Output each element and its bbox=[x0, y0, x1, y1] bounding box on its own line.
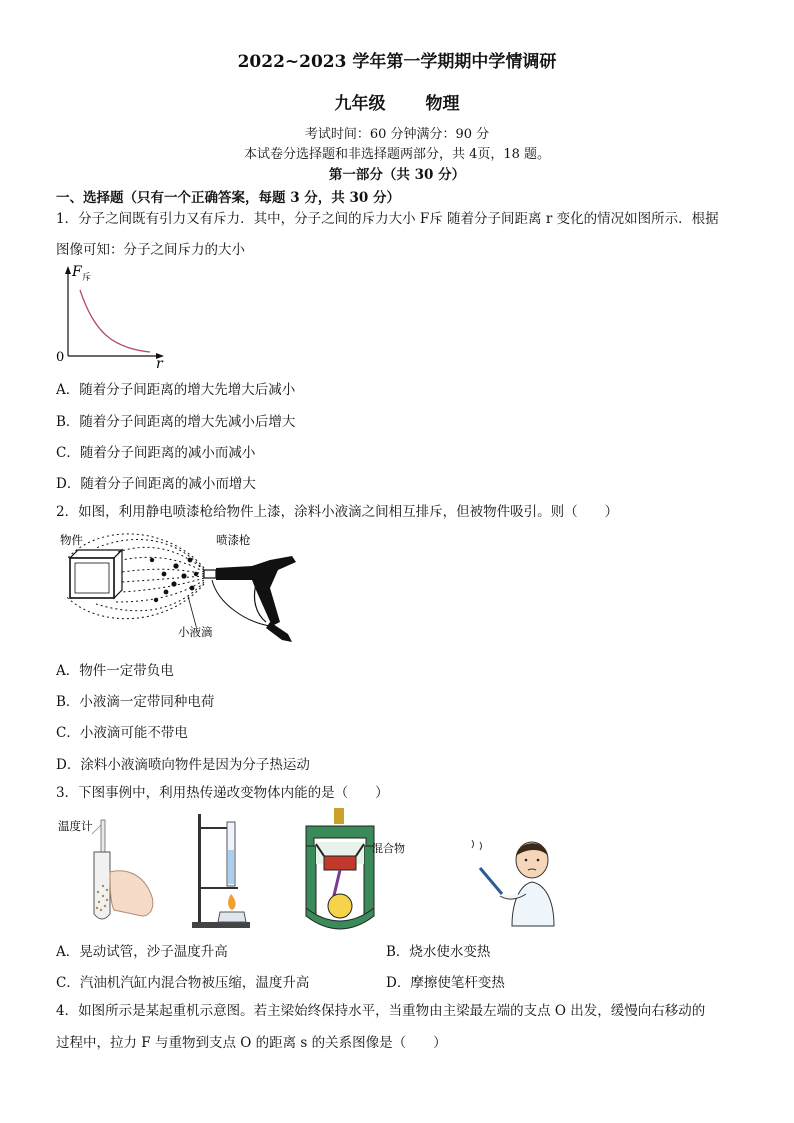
body-icon bbox=[512, 882, 554, 926]
q3-figure-d bbox=[466, 838, 556, 928]
exam-subtitle bbox=[0, 89, 794, 114]
q3-stem: 3．下图事例中，利用热传递改变物体内能的是（ ） bbox=[56, 785, 389, 801]
q2-stem: 2．如图，利用静电喷漆枪给物件上漆，涂料小液滴之间相互排斥，但被物件吸引。则（ ） bbox=[56, 504, 619, 520]
q1-option-c[interactable]: C．随着分子间距离的减小而减小 bbox=[56, 445, 256, 461]
spray-gun bbox=[204, 556, 296, 642]
pen-icon bbox=[480, 868, 502, 894]
q1-y-arrow bbox=[65, 266, 71, 274]
stand-rod bbox=[198, 814, 201, 924]
q4-stem-line1: 4．如图所示是某起重机示意图。若主梁始终保持水平，当重物由主梁最左端的支点 O 出发，缓慢向右移动的 bbox=[56, 1003, 706, 1019]
exam-title: 2022~2023 学年第一学期期中学情调研 bbox=[237, 52, 557, 72]
section-title: 一、选择题（只有一个正确答案，每题 3 分，共 30 分） bbox=[56, 190, 400, 206]
label-object: 物件 bbox=[60, 533, 83, 547]
part-title: 第一部分（共 30 分） bbox=[328, 167, 466, 183]
q3-option-b[interactable]: B．烧水使水变热 bbox=[386, 944, 491, 960]
q1-y-sub: 斥 bbox=[82, 273, 92, 283]
stand-base bbox=[192, 922, 250, 928]
piston-icon bbox=[324, 856, 356, 870]
paper-info: 本试卷分选择题和非选择题两部分，共 4页，18 题。 bbox=[243, 147, 551, 162]
q1-y-label: F bbox=[72, 264, 82, 280]
q2-option-a[interactable]: A．物件一定带负电 bbox=[56, 663, 174, 679]
hand-icon bbox=[110, 871, 153, 916]
object-box bbox=[70, 550, 122, 598]
flame-icon bbox=[228, 894, 236, 910]
q2-option-d[interactable]: D．涂料小液滴喷向物件是因为分子热运动 bbox=[56, 757, 310, 773]
spark-plug-icon bbox=[334, 808, 344, 824]
water-fill bbox=[228, 850, 234, 884]
q3-figure-b bbox=[188, 808, 254, 932]
q2-option-c[interactable]: C．小液滴可能不带电 bbox=[56, 725, 188, 741]
q3-option-c[interactable]: C．汽油机汽缸内混合物被压缩，温度升高 bbox=[56, 975, 310, 991]
label-thermometer: 温度计 bbox=[58, 819, 93, 833]
q3-figure-a bbox=[56, 812, 160, 930]
q3-option-a[interactable]: A．晃动试管，沙子温度升高 bbox=[56, 944, 228, 960]
q1-option-b[interactable]: B．随着分子间距离的增大先减小后增大 bbox=[56, 414, 296, 430]
q1-option-a[interactable]: A．随着分子间距离的增大先增大后减小 bbox=[56, 382, 296, 398]
q1-x-label: r bbox=[156, 356, 163, 370]
time-info: 考试时间：60 分钟满分：90 分 bbox=[304, 127, 490, 142]
q3-option-d[interactable]: D．摩擦使笔杆变热 bbox=[386, 975, 505, 991]
q4-stem-line2: 过程中，拉力 F 与重物到支点 O 的距离 s 的关系图像是（ ） bbox=[56, 1035, 447, 1051]
q1-curve bbox=[80, 290, 150, 352]
q3-figure-c bbox=[300, 808, 410, 932]
label-gun: 喷漆枪 bbox=[216, 533, 251, 547]
q1-graph bbox=[54, 262, 174, 370]
drops-pointer bbox=[188, 596, 196, 626]
q2-figure bbox=[56, 530, 316, 648]
q1-origin: 0 bbox=[56, 350, 65, 365]
subject-label: 物理 bbox=[425, 94, 460, 114]
q1-stem-line1: 1．分子之间既有引力又有斥力．其中，分子之间的斥力大小 F斥 随着分子间距离 r 变化的情况如图所示．根据 bbox=[56, 211, 719, 227]
crankshaft-icon bbox=[328, 894, 352, 918]
burner-icon bbox=[218, 912, 246, 922]
droplets bbox=[150, 558, 198, 603]
q1-option-d[interactable]: D．随着分子间距离的减小而增大 bbox=[56, 476, 256, 492]
q1-stem-line2: 图像可知：分子之间斥力的大小 bbox=[56, 242, 245, 258]
grade-label: 九年级 bbox=[334, 94, 386, 114]
label-mixture: 混合物 bbox=[372, 842, 405, 855]
heat-marks bbox=[472, 840, 482, 850]
label-drops: 小液滴 bbox=[178, 625, 213, 639]
q2-option-b[interactable]: B．小液滴一定带同种电荷 bbox=[56, 694, 215, 710]
